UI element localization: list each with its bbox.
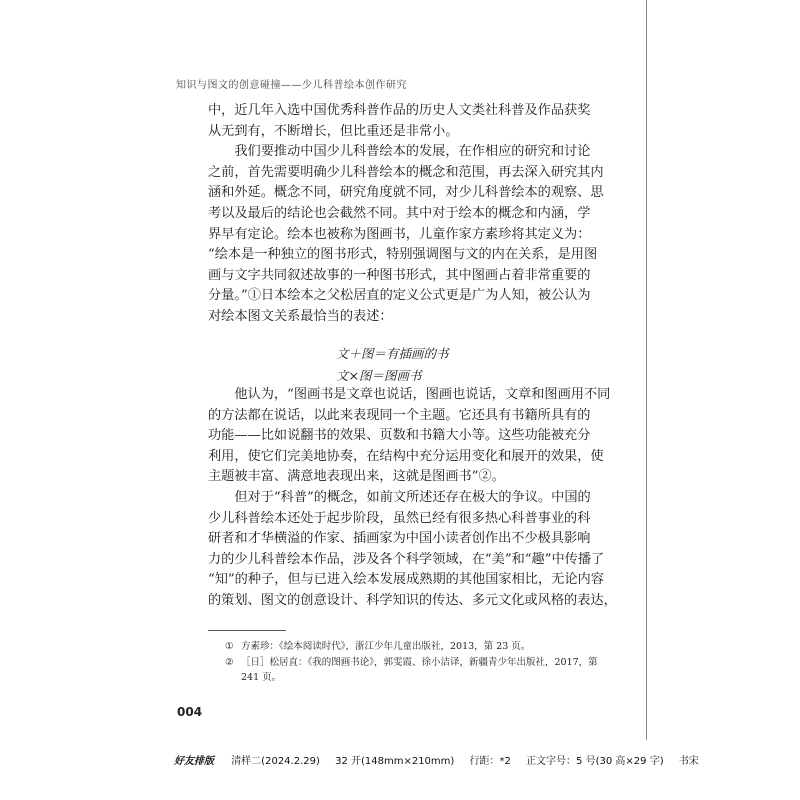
text-line: 主题被丰富、满意地表现出来，这就是图画书”②。 bbox=[208, 469, 505, 485]
text-line: 研者和才华横溢的作家、插画家为中国小读者创作出不少极具影响 bbox=[208, 531, 591, 547]
text-line: 之前，首先需要明确少儿科普绘本的概念和范围，再去深入研究其内 bbox=[208, 164, 604, 180]
text-line: 功能——比如说翻书的效果、页数和书籍大小等。这些功能被充分 bbox=[208, 428, 591, 444]
text-line: 但对于“科普”的概念，如前文所述还存在极大的争议。中国的 bbox=[208, 489, 591, 505]
footnote-mark: ② bbox=[225, 656, 234, 668]
footnote-1 bbox=[225, 639, 607, 655]
footnote-2-continuation: 241 页。 bbox=[241, 672, 282, 683]
text-line: 的策划、图文的创意设计、科学知识的传达、多元文化或风格的表达， bbox=[208, 592, 617, 608]
footnote-2 bbox=[225, 655, 607, 671]
slug-font-size: 正文字号：5 号(30 高×29 字) bbox=[526, 756, 664, 767]
running-head: 知识与图文的创意碰撞——少儿科普绘本创作研究 bbox=[176, 80, 407, 91]
footnote-text: ［日］松居直：《我的图画书论》，郭雯霞、徐小洁译，新疆青少年出版社，2017，第 bbox=[241, 656, 598, 668]
body-text-block-1 bbox=[208, 101, 602, 328]
text-line: 中，近几年入选中国优秀科普作品的历史人文类社科普及作品获奖 bbox=[208, 103, 591, 118]
footnote-divider bbox=[208, 630, 286, 631]
text-line: 画与文字共同叙述故事的一种图书形式，其中图画占着非常重要的 bbox=[208, 267, 591, 283]
text-line: 界早有定论。绘本也被称为图画书，儿童作家方素珍将其定义为： bbox=[208, 226, 591, 242]
slug-proof-stage: 清样二(2024.2.29) bbox=[231, 756, 320, 767]
text-line: 考以及最后的结论也会截然不同。其中对于绘本的概念和内涵，学 bbox=[208, 205, 591, 221]
slug-format: 32 开(148mm×210mm) bbox=[335, 756, 455, 767]
text-line: 涵和外延。概念不同，研究角度就不同，对少儿科普绘本的观察、思 bbox=[208, 185, 604, 201]
typesetter-brand: 好友排版 bbox=[174, 756, 214, 767]
page-number: 004 bbox=[177, 705, 203, 719]
formula-line-2: 文×图＝图画书 bbox=[336, 368, 422, 383]
slug-line-spacing: 行距：*2 bbox=[469, 756, 511, 767]
page-trim-line bbox=[646, 0, 647, 740]
slug-typeface: 书宋 bbox=[678, 756, 699, 767]
body-text-block-2 bbox=[208, 385, 617, 612]
text-line: 的方法都在说话，以此来表现同一个主题。它还具有书籍所具有的 bbox=[208, 407, 591, 423]
text-line: 少儿科普绘本还处于起步阶段，虽然已经有很多热心科普事业的科 bbox=[208, 510, 591, 526]
text-line: 我们要推动中国少儿科普绘本的发展，在作相应的研究和讨论 bbox=[208, 144, 591, 160]
text-line: 从无到有，不断增长，但比重还是非常小。 bbox=[208, 123, 459, 139]
text-line: “绘本是一种独立的图书形式，特别强调图与文的内在关系，是用图 bbox=[208, 247, 598, 263]
text-line: 他认为，“图画书是文章也说话，图画也说话，文章和图画用不同 bbox=[208, 387, 611, 402]
formula-line-1: 文＋图＝有插画的书 bbox=[336, 346, 449, 361]
print-slug bbox=[174, 752, 711, 767]
footnote-mark: ① bbox=[225, 641, 234, 652]
footnotes bbox=[225, 639, 607, 686]
footnote-text: 方素珍：《绘本阅读时代》，浙江少年儿童出版社，2013，第 23 页。 bbox=[241, 641, 531, 652]
text-line: 利用，使它们完美地协奏，在结构中充分运用变化和展开的效果，使 bbox=[208, 448, 604, 464]
text-line: 对绘本图文关系最恰当的表述： bbox=[208, 308, 393, 324]
text-line: 分量。”①日本绘本之父松居直的定义公式更是广为人知，被公认为 bbox=[208, 288, 591, 304]
text-line: “知”的种子，但与已进入绘本发展成熟期的其他国家相比，无论内容 bbox=[208, 572, 604, 588]
text-line: 力的少儿科普绘本作品，涉及各个科学领域，在“美”和“趣”中传播了 bbox=[208, 551, 605, 567]
